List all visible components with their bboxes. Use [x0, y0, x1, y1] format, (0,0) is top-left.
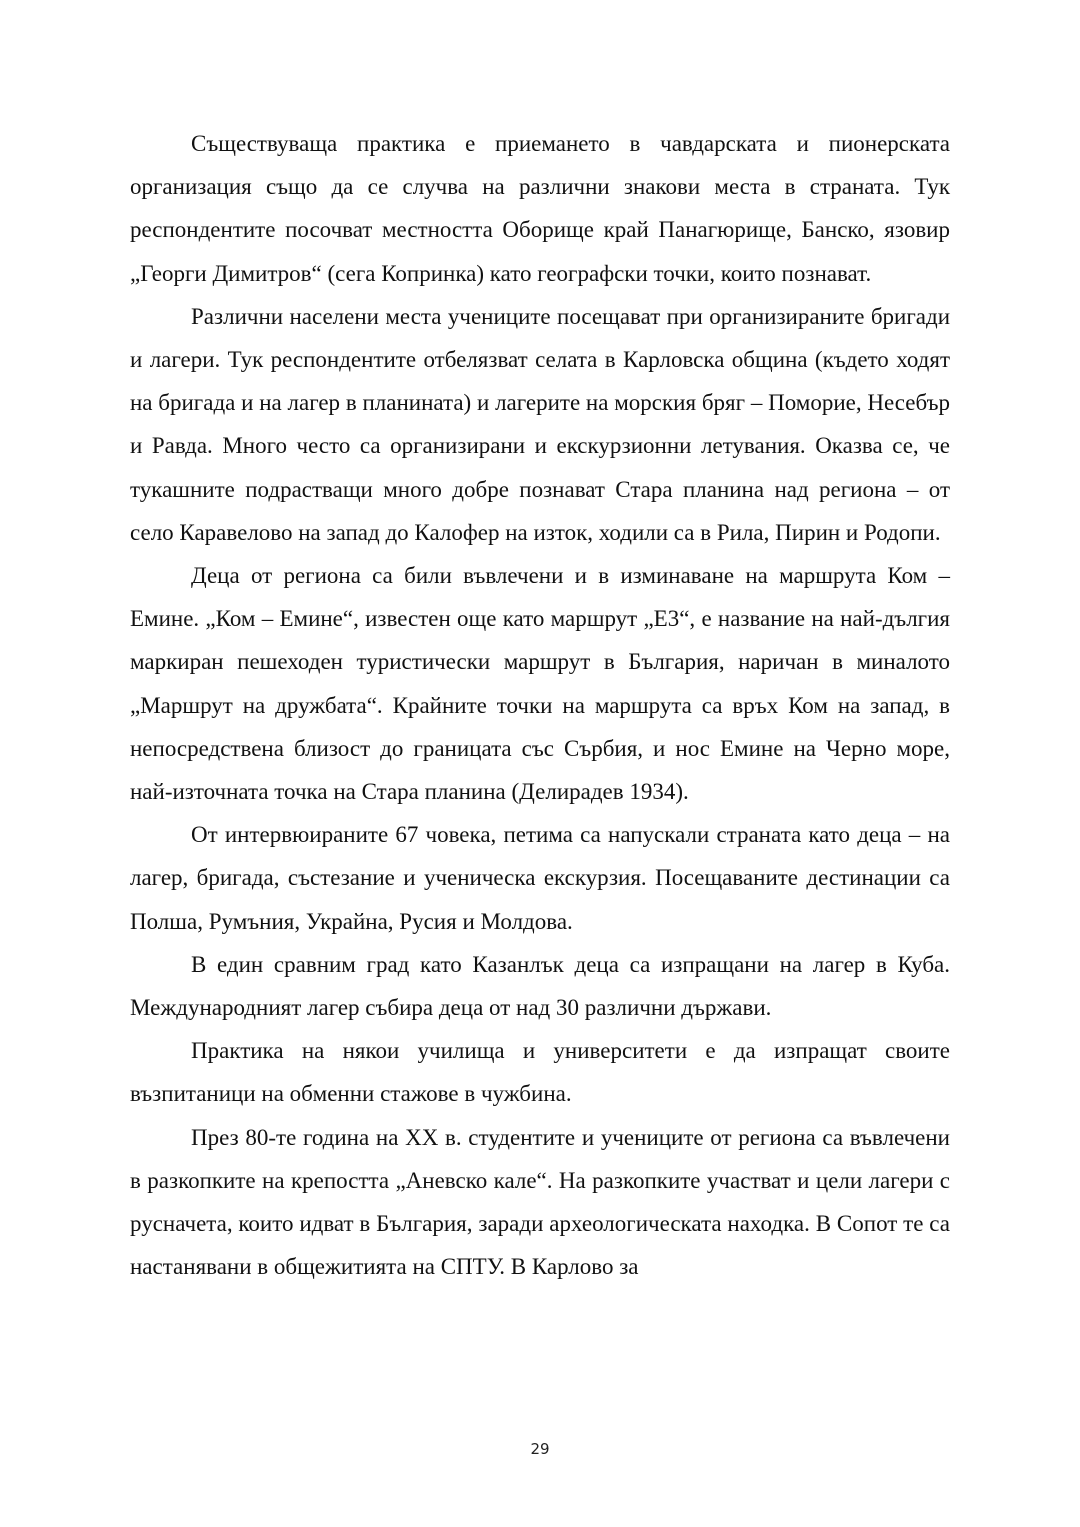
paragraph-3: Деца от региона са били въвлечени и в изминаване на маршрута Ком – Емине. „Ком – Емине“, известен още като маршрут „Е3“, е название на най-дългия маркиран пешеходен туристически маршрут в България, наричан в миналото „Маршрут на дружбата“. Крайните точки на маршрута са връх Ком на запад, в непосредствена близост до границата със Сърбия, и нос Емине на Черно море, най-източната точка на Стара планина (Делирадев 1934).: [130, 563, 950, 805]
paragraph-6: Практика на някои училища и университети е да изпращат своите възпитаници на обменни стажове в чужбина.: [130, 1038, 950, 1107]
body-text: [130, 122, 950, 1288]
paragraph-1: Съществуваща практика е приемането в чавдарската и пионерската организация също да се случва на различни знакови места в страната. Тук респондентите посочват местността Оборище край Панагюрище, Банско, язовир „Георги Димитров“ (сега Копринка) като географски точки, които познават.: [130, 131, 950, 286]
page-number: 29: [530, 1440, 550, 1458]
paragraph-2: Различни населени места учениците посещават при организираните бригади и лагери. Тук респондентите отбелязват селата в Карловска община (където ходят на бригада и на лагер в планината) и лагерите на морския бряг – Поморие, Несебър и Равда. Много често са организирани и екскурзионни летувания. Оказва се, че тукашните подрастващи много добре познават Стара планина над региона – от село Каравелово на запад до Калофер на изток, ходили са в Рила, Пирин и Родопи.: [130, 303, 950, 545]
paragraph-5: В един сравним град като Казанлък деца са изпращани на лагер в Куба. Международният лагер събира деца от над 30 различни държави.: [130, 951, 950, 1021]
paragraph-7: През 80-те година на XX в. студентите и учениците от региона са въвлечени в разкопките на крепостта „Аневско кале“. На разкопките участват и цели лагери с русначета, които идват в България, заради археологическата находка. В Сопот те са настанявани в общежитията на СПТУ. В Карлово за: [130, 1124, 950, 1280]
paragraph-4: От интервюираните 67 човека, петима са напускали страната като деца – на лагер, бригада, състезание и ученическа екскурзия. Посещаваните дестинации са Полша, Румъния, Украйна, Русия и Молдова.: [130, 822, 950, 934]
